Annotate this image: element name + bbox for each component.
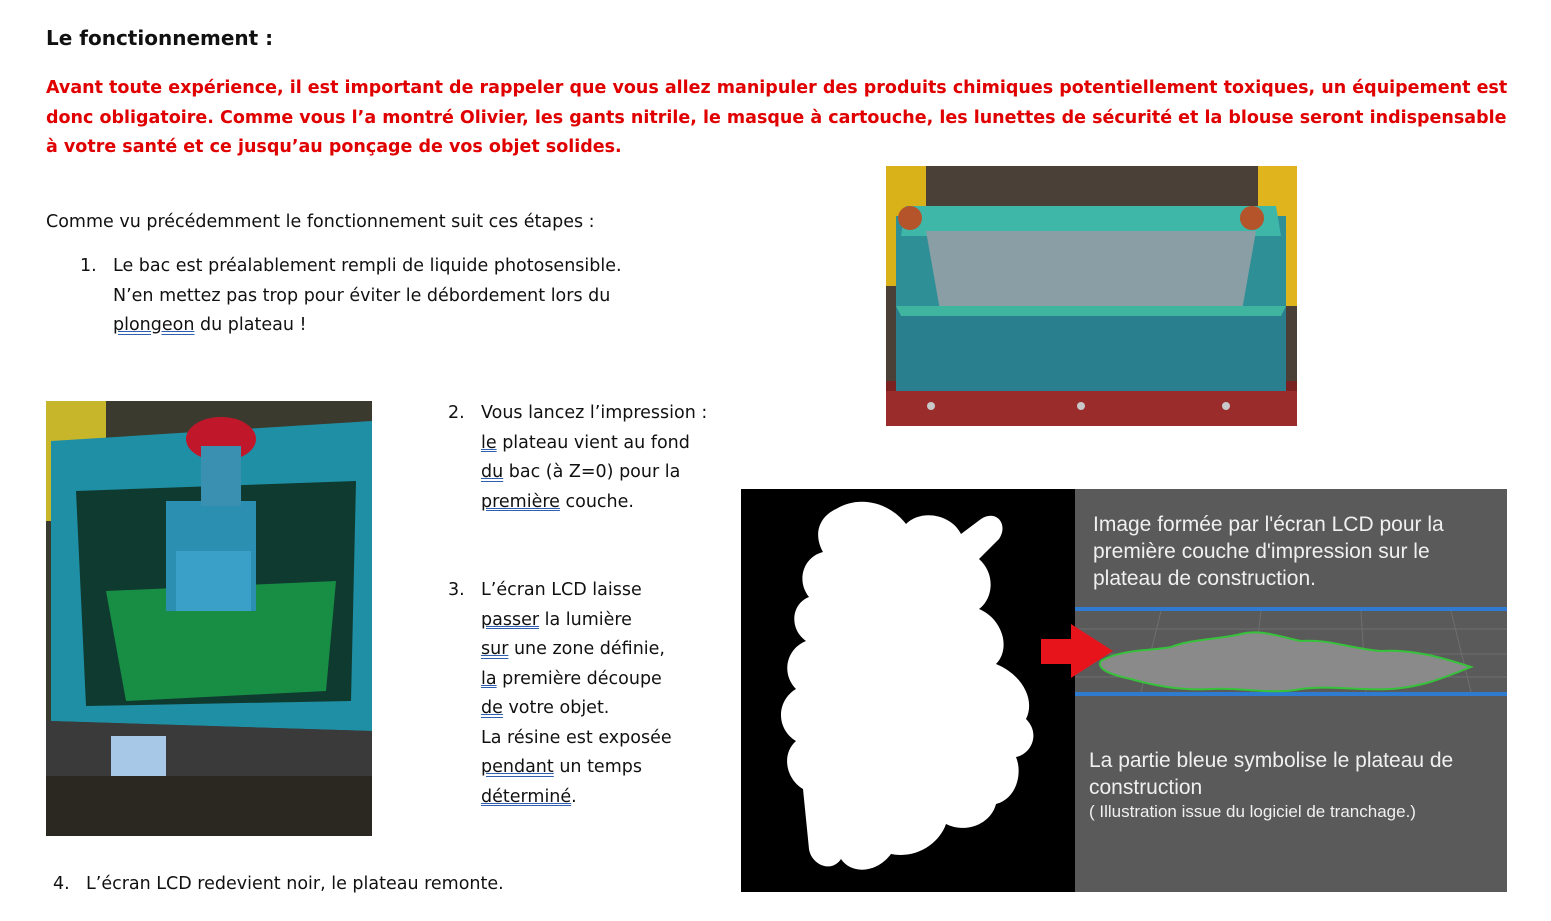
step-2-line: Vous lancez l’impression :: [481, 403, 708, 423]
slicer-illustration: [741, 489, 1507, 892]
step-3-line: première découpe: [496, 668, 662, 689]
red-arrow-icon: [1041, 624, 1113, 678]
safety-warning: Avant toute expérience, il est important de rappeler que vous allez manipuler des produits chimiques potentiellement toxiques, un équipement est donc obligatoire. Comme vous l’a montré Olivier, les gants nitrile, le masque à cartouche, les lunettes de sécurité et la blouse seront indispensable à votre santé et ce jusqu’au ponçage de vos objet solides.: [46, 78, 1508, 157]
step-2-line: bac (à Z=0) pour la: [503, 462, 681, 482]
step-3-line: la lumière: [539, 609, 632, 630]
step-2-underlined-word: le: [481, 432, 497, 453]
step-2-line: plateau vient au fond: [496, 432, 690, 453]
intro-text: Comme vu précédemment le fonctionnement suit ces étapes :: [46, 212, 595, 232]
page-title: Le fonctionnement :: [46, 26, 274, 50]
step-3-underlined-word: de: [481, 698, 503, 718]
step-2-line: couche.: [559, 491, 634, 512]
step-3-underlined-word: déterminé: [481, 786, 572, 807]
step-2-underlined-word: du: [481, 462, 504, 482]
step-2: [448, 399, 707, 517]
resin-vat-photo: [886, 166, 1297, 426]
step-3-line: votre objet.: [502, 698, 610, 718]
step-1-line: du plateau !: [194, 315, 307, 335]
step-3: [448, 576, 672, 812]
step-4: [53, 870, 504, 900]
step-3-underlined-word: passer: [481, 609, 540, 630]
step-3-number: 3.: [448, 580, 465, 600]
step-1-line: Le bac est préalablement rempli de liquide photosensible.: [113, 256, 622, 276]
step-3-line: .: [571, 786, 577, 807]
step-3-line: La résine est exposée: [481, 727, 672, 748]
step-1-line: N’en mettez pas trop pour éviter le débordement lors du: [113, 285, 611, 306]
step-1: [80, 252, 622, 341]
illustration-top-text: Image formée par l'écran LCD pour la première couche d'impression sur le plateau de construction.: [1093, 513, 1444, 590]
step-4-number: 4.: [53, 874, 70, 894]
step-3-line: une zone définie,: [508, 639, 665, 659]
step-3-line: L’écran LCD laisse: [481, 580, 642, 600]
illustration-bottom-text: La partie bleue symbolise le plateau de construction: [1089, 749, 1454, 799]
step-3-underlined-word: la: [481, 668, 497, 689]
printer-platform-photo: [46, 401, 372, 836]
step-3-line: un temps: [553, 757, 642, 777]
step-2-number: 2.: [448, 403, 465, 423]
step-1-underlined-word: plongeon: [113, 315, 195, 335]
step-3-underlined-word: pendant: [481, 757, 554, 777]
step-4-text: L’écran LCD redevient noir, le plateau remonte.: [86, 874, 504, 894]
step-3-underlined-word: sur: [481, 639, 509, 659]
illustration-caption: ( Illustration issue du logiciel de tranchage.): [1089, 802, 1416, 821]
printed-layer: [1100, 632, 1471, 691]
step-2-underlined-word: première: [481, 491, 560, 512]
step-1-number: 1.: [80, 256, 97, 276]
